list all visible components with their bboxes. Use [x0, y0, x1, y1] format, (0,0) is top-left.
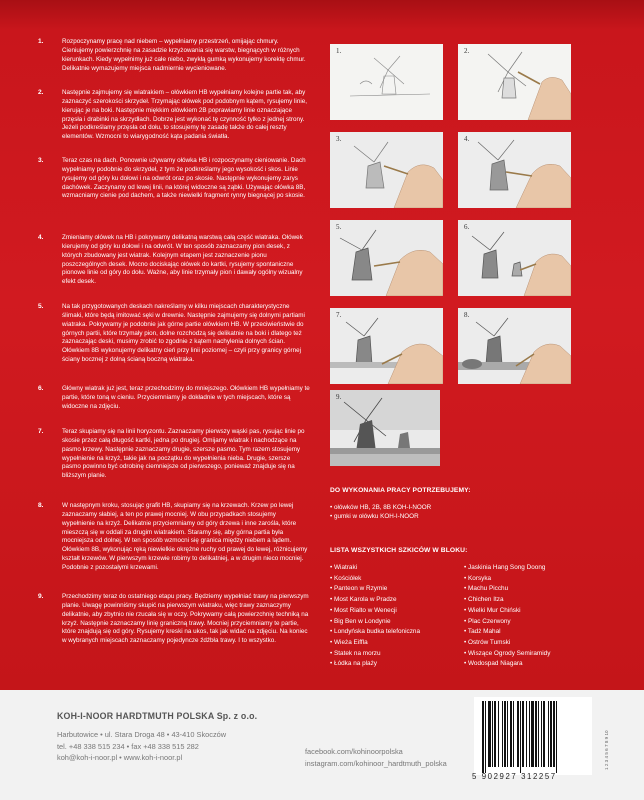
step-4	[38, 234, 310, 287]
step-text: W następnym kroku, stosując grafit HB, skupiamy się na krzewach. Krzew po lewej zaznaczamy słabiej, a ten po prawej mocniej. W obu przypadkach stosujemy wypełnienie na krzyż. Delikatnie przyciemniamy od góry drzewa i inne zarośla, które mieszczą się w oddali za drugim wiatrakiem. Staramy się, aby górna partia była mocniejsza od dolnej. W ten sposób wzmocni się granica między niebem a lądem. Ołówkiem 8B, wykonując ręką niewielkie okrężne ruchy od prawej do lewej, różnicujemy kształt krzewów. W pierwszym krzewie robimy to delikatniej, a w drugim nieco mocniej. Podobnie z pozostałymi krzewami.	[62, 502, 308, 571]
list-item: • Wodospad Niagara	[464, 660, 523, 668]
barcode-digits: 5 902927 312257	[472, 772, 557, 781]
step-number: 3.	[38, 157, 44, 164]
list-item: • Jaskinia Hang Song Doong	[464, 564, 546, 571]
facebook-link[interactable]: facebook.com/kohinoorpolska	[305, 747, 403, 756]
list-item: • Tadż Mahal	[464, 628, 501, 636]
contact-line: tel. +48 338 515 234 • fax +48 338 515 282	[57, 741, 199, 751]
list-item: • Wielki Mur Chiński	[464, 606, 521, 614]
sketch-number: 3.	[336, 135, 342, 143]
materials-item: • gumki w ołówku KOH-I-NOOR	[330, 513, 419, 520]
sketch-2	[458, 44, 571, 120]
list-item: • Kościółek	[330, 574, 362, 582]
step-8	[38, 502, 310, 573]
list-item: • Wieża Eiffla	[330, 638, 368, 646]
list-item: • Big Ben w Londynie	[330, 617, 391, 625]
step-6	[38, 385, 310, 412]
vertical-code: 1 2 3 4 5 6 7 8 9 10	[604, 730, 609, 770]
sketch-list-title: LISTA WSZYSTKICH SZKICÓW W BLOKU:	[330, 547, 468, 554]
step-number: 7.	[38, 428, 44, 435]
windmill-roof-drawing-icon	[330, 132, 443, 208]
list-item: • Wiatraki	[330, 564, 358, 571]
bushes-drawing-icon	[458, 308, 571, 384]
sketch-4	[458, 132, 571, 208]
sketch-list-right	[464, 563, 550, 670]
step-text: Teraz czas na dach. Ponownie używamy ołówka HB i rozpoczynamy cieniowanie. Dach wypełniamy podobnie do skrzydeł, z tym że podkreślamy jego wysokość i skos. Linie rysujemy od góry ku dołowi i na odwrót oraz po skosie. Następnie wykonujemy zarys dachówek. Zaczynamy od lewej linii, na której widoczne są ząbki. Używając ołówka 8B, wzmacniamy cienie pod dachem, a także niewielki fragment rynny biegnącej po skosie.	[62, 157, 306, 200]
step-number: 9.	[38, 593, 44, 600]
sketch-number: 1.	[336, 47, 342, 55]
sketch-number: 9.	[336, 393, 342, 401]
step-text: Przechodzimy teraz do ostatniego etapu pracy. Będziemy wypełniać trawy na pierwszym planie. Uwagę powinniśmy skupić na pierwszym wiatraku, więc trawy zaznaczymy delikatnie, aby zbytnio nie rzucała się w oczy. Pokrywamy całą powierzchnię techniką na krzyż. Następnie zaznaczamy linię graniczną trawy. Mocniej przyciemniamy te partie, które znajdują się od góry. Rysujemy kreski na ukos, tak jak widać na zdjęciu. Na koniec w wybranych miejscach zaznaczamy pojedyncze źdźbła trawy. I to wszystko.	[62, 593, 309, 645]
windmill-shading-icon	[458, 132, 571, 208]
step-number: 6.	[38, 385, 44, 392]
windmill-sketch-icon	[330, 44, 443, 120]
materials-item: • ołówków HB, 2B, 8B KOH-I-NOOR	[330, 504, 432, 511]
step-number: 1.	[38, 38, 44, 45]
small-windmill-shading-icon	[458, 220, 571, 296]
horizon-drawing-icon	[330, 308, 443, 384]
barcode	[474, 697, 592, 775]
sketch-6	[458, 220, 571, 296]
step-text: Zmieniamy ołówek na HB i pokrywamy delikatną warstwą całą część wiatraka. Ołówek kierujemy od góry ku dołowi i na odwrót. W ten sposób zaznaczamy pion desek, z których zbudowany jest wiatrak. Kolejnym etapem jest zaznaczenie pionu poszczególnych desek. Mocno dociskając ołówek do kartki, rysujemy spontaniczne pionowe linie od góry do dołu. Ważne, aby linie trzymały pion i dawały ogólny wizualny efekt desek.	[62, 234, 303, 286]
list-item: • Ostrów Tumski	[464, 638, 511, 646]
final-windmill-drawing-icon	[330, 390, 440, 466]
list-item: • Most Karola w Pradze	[330, 596, 397, 604]
step-7	[38, 428, 310, 481]
list-item: • Machu Picchu	[464, 585, 509, 593]
company-address	[57, 729, 226, 764]
step-number: 5.	[38, 303, 44, 310]
sketch-8	[458, 308, 571, 384]
windmill-hand-drawing-icon	[458, 44, 571, 120]
list-item: • Panteon w Rzymie	[330, 585, 388, 593]
list-item: • Wiszące Ogrody Semiramidy	[464, 649, 551, 657]
windmill-planks-icon	[330, 220, 443, 296]
step-text: Na tak przygotowanych deskach nakreślamy w kilku miejscach charakterystyczne ślimaki, które będą imitować sęki w drewnie. Następnie zajmujemy się dolnymi partiami wiatraka. Pokrywamy je podobnie jak górne partie ołówkiem HB. W przeciwieństwie do górnych partii, które trzymały pion, dolne rozchodzą się delikatnie na boki i dlatego też zaznaczając deski, musimy zrobić to zgodnie z kątem nachylenia dolnych ścian. Ołówkiem 8B wykonujemy delikatny cień przy linii poziomej – czyli przy granicy górnej ściany bocznej z dolną ścianą boczną wiatraka.	[62, 303, 305, 364]
list-item: • Statek na morzu	[330, 649, 381, 657]
step-number: 4.	[38, 234, 44, 241]
materials-list	[330, 503, 431, 521]
step-text: Następnie zajmujemy się wiatrakiem – ołówkiem HB wypełniamy kolejne partie tak, aby zaznaczyć szerokości skrzydeł. Trzymając ołówek pod podobnym kątem, rysujemy linie, kierując je na boki. Następnie miękkim ołówkiem 2B poprawiamy linie oznaczające przęsła i drabinki na skrzydłach. Dobrze jest wykonać tę czynność tylko z jednej strony. Jeżeli podkreślamy przęsła od dołu, to stosujemy tę zasadę także do całej reszty elementów. Wzmocni to wiarygodność kąta padania światła.	[62, 89, 307, 141]
list-item: • Londyńska budka telefoniczna	[330, 628, 420, 636]
sketch-1	[330, 44, 443, 120]
sketch-list-left	[330, 563, 420, 670]
step-2	[38, 89, 310, 142]
sketch-number: 7.	[336, 311, 342, 319]
sketch-number: 5.	[336, 223, 342, 231]
sketch-number: 4.	[464, 135, 470, 143]
materials-title: DO WYKONANIA PRACY POTRZEBUJEMY:	[330, 487, 471, 494]
email-web-line[interactable]: koh@koh-i-noor.pl • www.koh-i-noor.pl	[57, 753, 183, 763]
step-text: Główny wiatrak już jest, teraz przechodzimy do mniejszego. Ołówkiem HB wypełniamy te partie, które toną w cieniu. Przyciemniamy je dokładnie w tych miejscach, które są widoczne na zdjęciu.	[62, 385, 310, 410]
barcode-icon	[474, 697, 592, 773]
social-links	[305, 746, 447, 769]
step-text: Teraz skupiamy się na linii horyzontu. Zaznaczamy pierwszy wąski pas, rysując linie po skosie przez całą długość kartki, jedna po drugiej. Omijamy wiatrak i nachodzące na pasmo krzewy. Następnie zaznaczamy drugie, szersze pasmo. Tym razem stosujemy wypełnienie na krzyż, takie jak na początku do wypełnienia nieba. Drugie, szersze pasmo powinno być odrobinę ciemniejsze od pierwszego, ponieważ znajduje się na bliższym planie.	[62, 428, 305, 480]
list-item: • Most Rialto w Wenecji	[330, 606, 397, 614]
sketch-7	[330, 308, 443, 384]
sketch-number: 2.	[464, 47, 470, 55]
instagram-link[interactable]: instagram.com/kohinoor_hardtmuth_polska	[305, 758, 447, 768]
sketch-5	[330, 220, 443, 296]
list-item: • Chichen Itza	[464, 596, 504, 604]
company-name: KOH-I-NOOR HARDTMUTH POLSKA Sp. z o.o.	[57, 711, 258, 721]
step-number: 8.	[38, 502, 44, 509]
step-9	[38, 593, 310, 646]
list-item: • Korsyka	[464, 574, 492, 582]
step-number: 2.	[38, 89, 44, 96]
sketch-3	[330, 132, 443, 208]
step-text: Rozpoczynamy pracę nad niebem – wypełniamy przestrzeń, omijając chmury. Cieniujemy powierzchnię na zasadzie krzyżowania się warstw, biegnących w różnych kierunkach. Kiedy wypełnimy już całe niebo, zwykłą gumką wykonujemy korektę chmur. Delikatnie wymazujemy miejsca nadmiernie wycieniowane.	[62, 38, 306, 72]
list-item: • Plac Czerwony	[464, 617, 511, 625]
step-1	[38, 38, 310, 73]
sketch-number: 6.	[464, 223, 470, 231]
address-line: Harbutowice • ul. Stara Droga 48 • 43-410 Skoczów	[57, 730, 227, 739]
step-5	[38, 303, 310, 365]
sketch-number: 8.	[464, 311, 470, 319]
step-3	[38, 157, 310, 201]
sketch-9	[330, 390, 440, 466]
list-item: • Łódka na plaży	[330, 660, 378, 668]
